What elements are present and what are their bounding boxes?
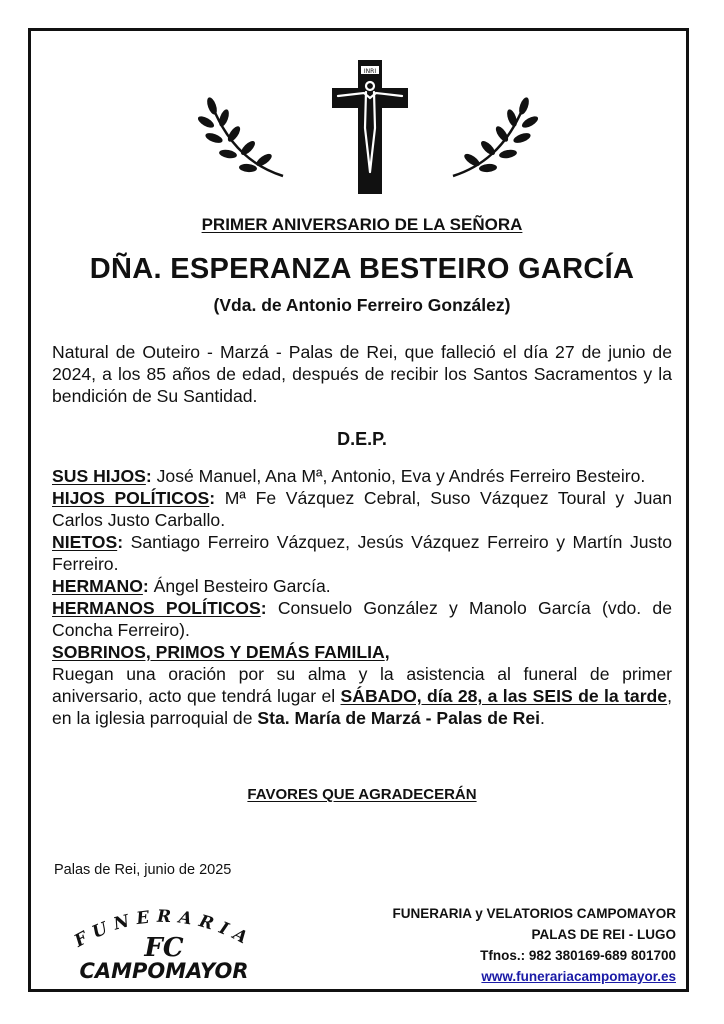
request-part2: , en la iglesia parroquial de <box>52 686 672 728</box>
company-website-link[interactable]: www.funerariacampomayor.es <box>481 969 676 984</box>
family-hermano: HERMANO: Ángel Besteiro García. <box>52 576 331 596</box>
company-phones: Tfnos.: 982 380169-689 801700 <box>480 948 676 963</box>
family-hijos: SUS HIJOS: José Manuel, Ana Mª, Antonio, Eva y Andrés Ferreiro Besteiro. <box>52 466 646 486</box>
anniversary-heading: PRIMER ANIVERSARIO DE LA SEÑORA <box>201 215 523 234</box>
cross-inscription: INRI <box>363 68 377 75</box>
right-laurel-icon <box>446 92 538 184</box>
family-hijos-politicos: HIJOS POLÍTICOS: Mª Fe Vázquez Cebral, Suso Vázquez Toural y Juan Carlos Justo Carballo. <box>52 488 672 530</box>
company-location: PALAS DE REI - LUGO <box>531 927 676 942</box>
hijos-politicos-names: Mª Fe Vázquez Cebral, Suso Vázquez Toural y Juan Carlos Justo Carballo. <box>52 488 672 530</box>
dep-line: D.E.P. <box>337 429 387 449</box>
family-sobrinos: SOBRINOS, PRIMOS Y DEMÁS FAMILIA, <box>52 642 390 662</box>
deceased-name: DÑA. ESPERANZA BESTEIRO GARCÍA <box>89 253 635 285</box>
date-line: Palas de Rei, junio de 2025 <box>54 862 232 878</box>
widow-of-line: (Vda. de Antonio Ferreiro González) <box>213 295 511 315</box>
hermanos-politicos-names: Consuelo González y Manolo García (vdo. de Concha Ferreiro). <box>52 598 672 640</box>
hermano-label: HERMANO <box>52 576 143 596</box>
nietos-names: Santiago Ferreiro Vázquez, Jesús Vázquez Ferreiro y Martín Justo Ferreiro. <box>52 532 673 574</box>
funeral-request: Ruegan una oración por su alma y la asistencia al funeral de primer aniversario, acto que tendrá lugar el SÁBADO, día 28, a las SEIS de la tarde, en la iglesia parroquial de Sta. María de Marzá - Palas de Rei. <box>52 664 672 728</box>
sobrinos-label: SOBRINOS, PRIMOS Y DEMÁS FAMILIA <box>52 642 385 662</box>
left-laurel-icon <box>198 92 290 184</box>
crucifix-icon <box>330 58 410 198</box>
intro-paragraph: Natural de Outeiro - Marzá - Palas de Rei, que falleció el día 27 de junio de 2024, a los 85 años de edad, después de recibir los Santos Sacramentos y la bendición de Su Santidad. <box>52 342 672 406</box>
hijos-names: José Manuel, Ana Mª, Antonio, Eva y Andrés Ferreiro Besteiro. <box>156 466 646 486</box>
funeral-time: SÁBADO, día 28, a las SEIS de la tarde <box>340 686 668 706</box>
logo-monogram: FC <box>144 933 184 963</box>
contact-block <box>392 903 676 987</box>
logo-arc-text: FUNERARIA <box>71 906 257 952</box>
hijos-politicos-label: HIJOS POLÍTICOS <box>52 488 210 508</box>
funeral-place: Sta. María de Marzá - Palas de Rei <box>257 708 540 728</box>
funeraria-logo <box>54 898 274 984</box>
family-nietos: NIETOS: Santiago Ferreiro Vázquez, Jesús Vázquez Ferreiro y Martín Justo Ferreiro. <box>52 532 673 574</box>
hijos-label: SUS HIJOS <box>52 466 146 486</box>
request-part1: Ruegan una oración por su alma y la asistencia al funeral de primer aniversario, acto que tendrá lugar el <box>52 664 672 706</box>
family-hermanos-politicos: HERMANOS POLÍTICOS: Consuelo González y Manolo García (vdo. de Concha Ferreiro). <box>52 598 672 640</box>
hermano-name: Ángel Besteiro García. <box>153 576 331 596</box>
nietos-label: NIETOS <box>52 532 118 552</box>
family-list <box>52 465 672 729</box>
hermanos-politicos-label: HERMANOS POLÍTICOS <box>52 598 261 618</box>
closing-line: FAVORES QUE AGRADECERÁN <box>247 786 477 803</box>
company-name: FUNERARIA y VELATORIOS CAMPOMAYOR <box>392 906 676 921</box>
logo-brand: CAMPOMAYOR <box>79 959 249 983</box>
